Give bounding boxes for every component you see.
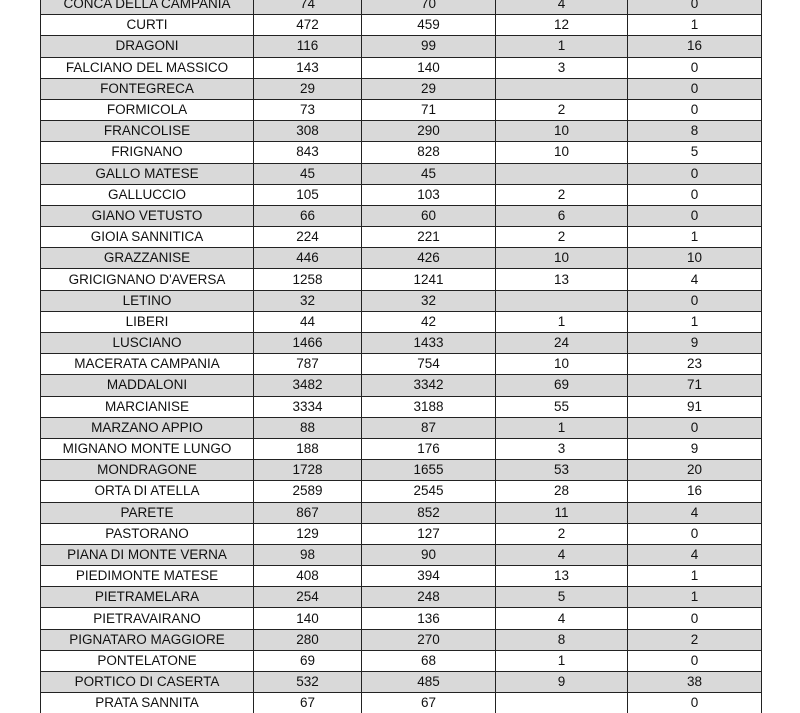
comune-cell: PASTORANO [41,523,254,544]
table-row [41,269,762,290]
value-col2-cell: 90 [362,544,496,565]
value-col2-cell: 485 [362,672,496,693]
comune-cell: FONTEGRECA [41,78,254,99]
comune-cell: LETINO [41,290,254,311]
municipality-data-table [40,0,762,713]
value-col3-cell: 8 [496,629,628,650]
comune-cell: CONCA DELLA CAMPANIA [41,0,254,15]
value-col2-cell: 852 [362,502,496,523]
table-row [41,587,762,608]
comune-cell: MADDALONI [41,375,254,396]
value-col3-cell: 2 [496,227,628,248]
value-col4-cell: 0 [628,608,762,629]
value-col1-cell: 2589 [254,481,362,502]
value-col1-cell: 280 [254,629,362,650]
value-col4-cell: 1 [628,311,762,332]
value-col4-cell: 0 [628,57,762,78]
value-col1-cell: 408 [254,566,362,587]
value-col2-cell: 754 [362,354,496,375]
value-col4-cell: 5 [628,142,762,163]
comune-cell: DRAGONI [41,36,254,57]
value-col3-cell: 10 [496,354,628,375]
comune-cell: MIGNANO MONTE LUNGO [41,438,254,459]
value-col2-cell: 32 [362,290,496,311]
value-col4-cell: 4 [628,544,762,565]
value-col1-cell: 472 [254,15,362,36]
value-col2-cell: 176 [362,438,496,459]
table-row [41,15,762,36]
comune-cell: FALCIANO DEL MASSICO [41,57,254,78]
value-col4-cell: 71 [628,375,762,396]
table-row [41,396,762,417]
value-col1-cell: 74 [254,0,362,15]
comune-cell: LIBERI [41,311,254,332]
value-col2-cell: 3342 [362,375,496,396]
value-col1-cell: 224 [254,227,362,248]
value-col4-cell: 16 [628,36,762,57]
comune-cell: PIGNATARO MAGGIORE [41,629,254,650]
value-col1-cell: 105 [254,184,362,205]
table-row [41,205,762,226]
value-col4-cell: 23 [628,354,762,375]
value-col3-cell: 1 [496,311,628,332]
value-col4-cell: 2 [628,629,762,650]
table-row [41,78,762,99]
value-col1-cell: 69 [254,650,362,671]
value-col2-cell: 67 [362,693,496,713]
value-col4-cell: 38 [628,672,762,693]
comune-cell: GALLO MATESE [41,163,254,184]
comune-cell: MARCIANISE [41,396,254,417]
value-col1-cell: 1466 [254,333,362,354]
value-col1-cell: 29 [254,78,362,99]
value-col3-cell [496,163,628,184]
comune-cell: PIETRAVAIRANO [41,608,254,629]
value-col1-cell: 254 [254,587,362,608]
value-col1-cell: 308 [254,121,362,142]
table-row [41,672,762,693]
value-col2-cell: 394 [362,566,496,587]
value-col4-cell: 9 [628,438,762,459]
value-col2-cell: 103 [362,184,496,205]
comune-cell: FORMICOLA [41,99,254,120]
value-col3-cell: 53 [496,460,628,481]
value-col1-cell: 32 [254,290,362,311]
comune-cell: MARZANO APPIO [41,417,254,438]
comune-cell: PONTELATONE [41,650,254,671]
value-col1-cell: 787 [254,354,362,375]
value-col4-cell: 0 [628,184,762,205]
value-col3-cell: 24 [496,333,628,354]
value-col2-cell: 3188 [362,396,496,417]
value-col2-cell: 140 [362,57,496,78]
table-row [41,290,762,311]
value-col3-cell: 10 [496,142,628,163]
value-col4-cell: 1 [628,587,762,608]
value-col3-cell: 55 [496,396,628,417]
value-col2-cell: 99 [362,36,496,57]
comune-cell: CURTI [41,15,254,36]
value-col1-cell: 1258 [254,269,362,290]
value-col4-cell: 0 [628,0,762,15]
table-row [41,460,762,481]
value-col2-cell: 71 [362,99,496,120]
value-col2-cell: 248 [362,587,496,608]
table-row [41,481,762,502]
value-col1-cell: 45 [254,163,362,184]
value-col3-cell [496,290,628,311]
value-col2-cell: 42 [362,311,496,332]
table-row [41,544,762,565]
value-col4-cell: 1 [628,227,762,248]
value-col2-cell: 828 [362,142,496,163]
value-col3-cell: 10 [496,248,628,269]
value-col3-cell: 2 [496,99,628,120]
table-row [41,57,762,78]
table-row [41,693,762,713]
value-col1-cell: 140 [254,608,362,629]
value-col1-cell: 188 [254,438,362,459]
value-col1-cell: 1728 [254,460,362,481]
value-col4-cell: 8 [628,121,762,142]
value-col4-cell: 16 [628,481,762,502]
value-col1-cell: 867 [254,502,362,523]
value-col3-cell: 11 [496,502,628,523]
value-col4-cell: 9 [628,333,762,354]
table-row [41,142,762,163]
value-col3-cell: 2 [496,523,628,544]
value-col2-cell: 1655 [362,460,496,481]
value-col1-cell: 843 [254,142,362,163]
value-col4-cell: 0 [628,523,762,544]
value-col4-cell: 0 [628,205,762,226]
table-row [41,502,762,523]
value-col2-cell: 2545 [362,481,496,502]
value-col2-cell: 290 [362,121,496,142]
value-col1-cell: 88 [254,417,362,438]
value-col4-cell: 0 [628,163,762,184]
table-row [41,375,762,396]
table-row [41,121,762,142]
value-col1-cell: 98 [254,544,362,565]
comune-cell: FRIGNANO [41,142,254,163]
table-row [41,36,762,57]
value-col3-cell: 4 [496,608,628,629]
value-col3-cell: 9 [496,672,628,693]
comune-cell: FRANCOLISE [41,121,254,142]
value-col3-cell: 6 [496,205,628,226]
value-col3-cell [496,693,628,713]
value-col2-cell: 68 [362,650,496,671]
value-col1-cell: 73 [254,99,362,120]
comune-cell: GIOIA SANNITICA [41,227,254,248]
value-col2-cell: 1433 [362,333,496,354]
table-row [41,354,762,375]
value-col4-cell: 0 [628,417,762,438]
value-col2-cell: 70 [362,0,496,15]
value-col3-cell: 1 [496,417,628,438]
value-col3-cell: 69 [496,375,628,396]
value-col1-cell: 44 [254,311,362,332]
value-col2-cell: 127 [362,523,496,544]
value-col3-cell: 12 [496,15,628,36]
table-row [41,163,762,184]
value-col2-cell: 426 [362,248,496,269]
value-col2-cell: 1241 [362,269,496,290]
value-col4-cell: 0 [628,99,762,120]
table-row [41,184,762,205]
value-col4-cell: 0 [628,693,762,713]
value-col3-cell: 10 [496,121,628,142]
value-col3-cell: 13 [496,269,628,290]
value-col3-cell: 1 [496,36,628,57]
value-col3-cell: 4 [496,544,628,565]
value-col1-cell: 67 [254,693,362,713]
comune-cell: PRATA SANNITA [41,693,254,713]
value-col2-cell: 221 [362,227,496,248]
value-col4-cell: 0 [628,78,762,99]
table-row [41,248,762,269]
value-col4-cell: 20 [628,460,762,481]
value-col4-cell: 4 [628,269,762,290]
value-col3-cell: 4 [496,0,628,15]
value-col4-cell: 0 [628,650,762,671]
value-col1-cell: 143 [254,57,362,78]
value-col4-cell: 1 [628,15,762,36]
value-col2-cell: 459 [362,15,496,36]
value-col1-cell: 446 [254,248,362,269]
value-col3-cell: 13 [496,566,628,587]
value-col3-cell: 3 [496,438,628,459]
comune-cell: PARETE [41,502,254,523]
value-col3-cell: 5 [496,587,628,608]
table-row [41,99,762,120]
comune-cell: PIANA DI MONTE VERNA [41,544,254,565]
value-col4-cell: 91 [628,396,762,417]
table-row [41,417,762,438]
value-col1-cell: 3482 [254,375,362,396]
table-row [41,0,762,15]
value-col3-cell: 28 [496,481,628,502]
table-row [41,608,762,629]
value-col1-cell: 3334 [254,396,362,417]
comune-cell: ORTA DI ATELLA [41,481,254,502]
table-row [41,438,762,459]
table-row [41,566,762,587]
table-row [41,629,762,650]
comune-cell: GALLUCCIO [41,184,254,205]
table-row [41,650,762,671]
table-row [41,227,762,248]
value-col2-cell: 136 [362,608,496,629]
comune-cell: MACERATA CAMPANIA [41,354,254,375]
value-col3-cell: 2 [496,184,628,205]
comune-cell: GRAZZANISE [41,248,254,269]
value-col4-cell: 0 [628,290,762,311]
table-row [41,523,762,544]
value-col4-cell: 4 [628,502,762,523]
value-col2-cell: 45 [362,163,496,184]
value-col1-cell: 116 [254,36,362,57]
value-col3-cell [496,78,628,99]
value-col2-cell: 270 [362,629,496,650]
table-row [41,311,762,332]
comune-cell: PIETRAMELARA [41,587,254,608]
value-col3-cell: 1 [496,650,628,671]
value-col3-cell: 3 [496,57,628,78]
value-col2-cell: 29 [362,78,496,99]
comune-cell: MONDRAGONE [41,460,254,481]
comune-cell: GIANO VETUSTO [41,205,254,226]
comune-cell: PORTICO DI CASERTA [41,672,254,693]
value-col1-cell: 66 [254,205,362,226]
value-col4-cell: 10 [628,248,762,269]
comune-cell: LUSCIANO [41,333,254,354]
table-body [41,0,762,713]
comune-cell: PIEDIMONTE MATESE [41,566,254,587]
value-col1-cell: 532 [254,672,362,693]
comune-cell: GRICIGNANO D'AVERSA [41,269,254,290]
value-col1-cell: 129 [254,523,362,544]
value-col4-cell: 1 [628,566,762,587]
table-row [41,333,762,354]
value-col2-cell: 87 [362,417,496,438]
value-col2-cell: 60 [362,205,496,226]
